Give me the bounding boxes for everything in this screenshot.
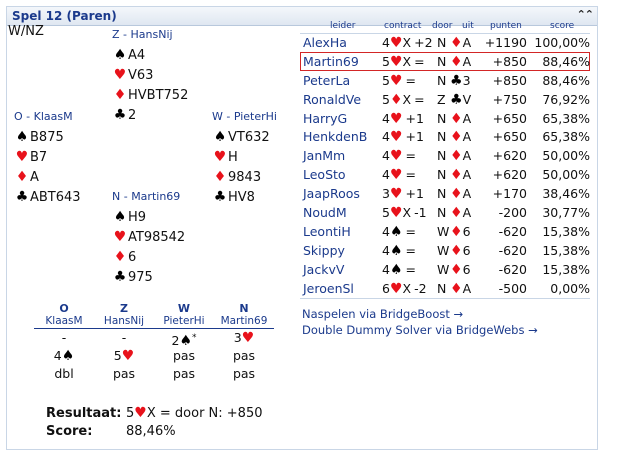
contract-level: 5 [382, 72, 390, 88]
bid-cell [154, 365, 214, 383]
points: -620 [498, 242, 527, 258]
contract-level: 5 [382, 205, 390, 221]
score-percent: 50,00% [542, 167, 590, 183]
diamond-icon: ♦ [450, 223, 463, 240]
player-name-link[interactable]: JanMm [303, 148, 346, 164]
points: +750 [492, 91, 527, 107]
hand-south [112, 190, 185, 287]
score-label: Score: [46, 424, 93, 439]
col-score: score [550, 21, 575, 31]
contract-result: -2 [414, 280, 427, 296]
diamond-icon: ♦ [450, 110, 463, 127]
score-row [300, 90, 590, 109]
contract-double: X [402, 91, 412, 107]
spade-icon: ♠ [113, 47, 127, 63]
bid-alert-note[interactable]: * [192, 333, 197, 343]
contract-result: = [405, 167, 416, 183]
bid-cell [34, 347, 94, 365]
lead-card: A [462, 186, 472, 202]
contract-result: +1 [405, 110, 424, 126]
bidding-seat-row [34, 302, 274, 315]
bid-text: pas [232, 348, 256, 363]
diamond-icon: ♦ [450, 129, 463, 146]
score-row [300, 241, 590, 260]
east-hearts: H [228, 150, 238, 165]
score-percent: 30,77% [542, 205, 590, 221]
heart-icon: ♥ [389, 186, 403, 203]
south-diamonds: 6 [128, 250, 137, 265]
west-spades: B875 [30, 130, 64, 145]
score-rows [300, 33, 590, 297]
lead-card: A [462, 35, 472, 50]
contract-level: 4 [382, 148, 390, 164]
contract [382, 52, 425, 72]
panel-title: Spel 12 (Paren) [12, 9, 117, 23]
double-dummy-link[interactable]: Double Dummy Solver via BridgeWebs → [302, 323, 538, 337]
score-row [300, 71, 590, 90]
west-clubs: ABT643 [30, 190, 81, 205]
bid-cell [94, 365, 154, 383]
south-hearts: AT98542 [128, 230, 186, 245]
player-name-link[interactable]: JackvV [303, 261, 345, 277]
diamond-icon: ♦ [450, 186, 463, 203]
club-icon: ♣ [213, 189, 227, 205]
score-row [300, 279, 590, 298]
declarer: Z [437, 91, 446, 107]
bidding-rows [34, 329, 274, 383]
scores-table [300, 20, 590, 297]
contract-double: X [402, 205, 412, 221]
bid-seat-w: W [177, 302, 191, 315]
diamond-icon: ♦ [15, 169, 29, 185]
club-icon: ♣ [15, 189, 29, 205]
player-name-link[interactable]: Skippy [303, 242, 345, 258]
player-name-link[interactable]: HenkdenB [303, 129, 368, 145]
heart-icon: ♥ [389, 110, 403, 127]
spade-icon: ♠ [15, 129, 29, 145]
contract-level: 5 [382, 53, 390, 69]
bidding-table [34, 302, 274, 383]
lead-card: A [462, 110, 472, 126]
contract-result: +1 [405, 129, 424, 145]
bridgeboost-link[interactable]: Naspelen via BridgeBoost → [302, 307, 464, 321]
result-block [46, 404, 263, 441]
bid-cell [154, 329, 214, 350]
bid-cell [34, 329, 94, 347]
hand-north-label: Z - HansNij [112, 28, 173, 41]
heart-icon: ♥ [241, 330, 255, 346]
player-name-link[interactable]: LeontiH [303, 223, 351, 239]
declarer: W [437, 223, 450, 239]
points: +850 [492, 72, 527, 88]
bid-cell [34, 365, 94, 383]
bid-player-w: PieterHi [154, 315, 214, 329]
north-diamonds: HVBT752 [128, 88, 189, 103]
scores-header [300, 20, 590, 33]
spade-icon: ♠ [389, 261, 403, 278]
lead-card: A [462, 205, 472, 221]
opening-lead [450, 127, 471, 147]
contract-level: 4 [382, 35, 390, 50]
bid-text: 5 [113, 348, 122, 363]
contract [382, 241, 416, 261]
score-row [300, 52, 590, 71]
declarer: N [437, 129, 447, 145]
heart-icon: ♥ [113, 67, 127, 83]
contract-level: 4 [382, 223, 390, 239]
contract-result: +1 [405, 186, 424, 202]
opening-lead [450, 109, 471, 129]
contract [382, 279, 427, 299]
player-name-link[interactable]: HarryG [303, 110, 348, 126]
score-row [300, 222, 590, 241]
contract-result: = [405, 242, 416, 258]
heart-icon: ♥ [389, 129, 403, 146]
contract-level: 4 [382, 242, 390, 258]
tool-links [302, 306, 538, 338]
player-name-link[interactable]: JaapRoos [303, 186, 360, 202]
diamond-icon: ♦ [213, 169, 227, 185]
bid-cell [94, 329, 154, 347]
opening-lead [450, 241, 471, 261]
contract [382, 90, 425, 110]
contract-double: X [402, 280, 412, 296]
scores-top-divider [300, 33, 590, 34]
resultaat-level: 5 [126, 406, 135, 421]
contract [382, 33, 433, 53]
opening-lead [450, 52, 471, 72]
bid-text: - [61, 330, 67, 345]
bid-cell [214, 365, 274, 383]
club-icon: ♣ [113, 107, 127, 123]
lead-card: A [462, 280, 472, 296]
contract [382, 203, 427, 223]
diamond-icon: ♦ [450, 148, 463, 165]
north-clubs: 2 [128, 108, 137, 123]
points: -620 [498, 223, 527, 239]
resultaat-label: Resultaat: [46, 406, 122, 421]
score-row [300, 184, 590, 203]
score-percent: 88,46% [542, 72, 590, 88]
contract-result: = [405, 223, 416, 239]
contract-result: +2 [414, 35, 433, 50]
heart-icon: ♥ [389, 35, 403, 51]
opening-lead [450, 165, 471, 185]
heart-icon: ♥ [121, 348, 135, 364]
player-name-link[interactable]: RonaldVe [303, 91, 362, 107]
score-percent: 88,46% [542, 53, 590, 69]
hand-south-label: N - Martin69 [112, 190, 181, 203]
bidding-player-row [34, 315, 274, 329]
bid-text: dbl [54, 366, 74, 381]
contract-level: 3 [382, 186, 390, 202]
spade-icon: ♠ [389, 223, 403, 240]
points: -200 [498, 205, 527, 221]
col-contract: contract [384, 21, 422, 31]
hand-east [212, 110, 277, 207]
spade-icon: ♠ [389, 242, 403, 259]
opening-lead [450, 184, 471, 204]
declarer: N [437, 186, 447, 202]
contract-level: 4 [382, 129, 390, 145]
diamond-icon: ♦ [450, 167, 463, 184]
lead-card: V [462, 91, 472, 107]
bid-row [34, 347, 274, 365]
score-percent: 38,46% [542, 186, 590, 202]
contract-result: = [405, 261, 416, 277]
diamond-icon: ♦ [450, 261, 463, 278]
contract-result: = [405, 148, 416, 164]
opening-lead [450, 90, 471, 110]
declarer: N [437, 205, 447, 221]
col-leider: leider [330, 21, 356, 31]
contract-level: 4 [382, 261, 390, 277]
hand-west [14, 110, 81, 207]
contract-double: X [402, 35, 412, 50]
bid-player-n: Martin69 [214, 315, 274, 329]
score-row [300, 127, 590, 146]
club-icon: ♣ [113, 269, 127, 285]
diamond-icon: ♦ [450, 205, 463, 222]
lead-card: A [462, 53, 472, 69]
bid-text: pas [232, 366, 256, 381]
contract [382, 71, 416, 91]
opening-lead [450, 260, 471, 280]
contract-level: 5 [382, 91, 390, 107]
declarer: N [437, 72, 447, 88]
west-hearts: B7 [30, 150, 48, 165]
club-icon: ♣ [450, 91, 463, 108]
heart-icon: ♥ [389, 53, 403, 70]
bid-cell [94, 347, 154, 365]
scores-bottom-divider [300, 298, 590, 299]
declarer: N [437, 53, 447, 69]
contract-level: 4 [382, 110, 390, 126]
score-row [300, 146, 590, 165]
hand-east-label: W - PieterHi [212, 110, 277, 123]
player-name-link[interactable]: PeterLa [303, 72, 351, 88]
heart-icon: ♥ [213, 149, 227, 165]
contract [382, 165, 416, 185]
bid-seat-z: Z [120, 302, 128, 315]
contract-result: = [414, 53, 425, 69]
lead-card: 6 [462, 242, 471, 258]
spade-icon: ♠ [213, 129, 227, 145]
player-name-link[interactable]: AlexHa [303, 35, 347, 50]
hand-north [112, 28, 188, 125]
east-spades: VT632 [228, 130, 270, 145]
heart-icon: ♥ [113, 229, 127, 245]
vulnerability: W/NZ [8, 24, 44, 39]
bid-seat-n: N [239, 302, 249, 315]
lead-card: A [462, 148, 472, 164]
score-percent: 76,92% [542, 91, 590, 107]
points: +170 [492, 186, 527, 202]
bid-player-z: HansNij [94, 315, 154, 329]
score-percent: 15,38% [542, 261, 590, 277]
opening-lead [450, 203, 471, 223]
points: +1190 [484, 35, 527, 50]
points: +620 [492, 167, 527, 183]
heart-icon: ♥ [389, 280, 403, 297]
north-spades: A4 [128, 48, 146, 63]
points: +650 [492, 110, 527, 126]
diamond-icon: ♦ [113, 87, 127, 103]
score-row [300, 109, 590, 128]
heart-icon: ♥ [389, 205, 403, 222]
score-percent: 0,00% [550, 280, 590, 296]
heart-icon: ♥ [134, 405, 147, 421]
col-uit: uit [462, 21, 474, 31]
bid-text: 2 [171, 333, 180, 349]
contract-result: = [405, 72, 416, 88]
diamond-icon: ♦ [450, 242, 463, 259]
col-door: door [432, 21, 453, 31]
contract-level: 6 [382, 280, 390, 296]
declarer: N [437, 167, 447, 183]
contract-result: -1 [414, 205, 427, 221]
spade-icon: ♠ [179, 333, 192, 350]
score-percent: 15,38% [542, 242, 590, 258]
lead-card: A [462, 129, 472, 145]
south-spades: H9 [128, 210, 147, 225]
player-name-link[interactable]: LeoSto [303, 167, 346, 183]
score-percent: 50,00% [542, 148, 590, 164]
contract [382, 184, 424, 204]
opening-lead [450, 146, 471, 166]
points: +620 [492, 148, 527, 164]
points: -500 [498, 280, 527, 296]
score-percent: 65,38% [542, 110, 590, 126]
opening-lead [450, 71, 471, 91]
opening-lead [450, 222, 471, 242]
bid-text: 4 [53, 348, 62, 363]
bid-cell [214, 347, 274, 365]
points: +850 [492, 53, 527, 69]
score-percent: 100,00% [534, 35, 590, 50]
contract-result: = [414, 91, 425, 107]
opening-lead [450, 279, 471, 299]
east-clubs: HV8 [228, 190, 255, 205]
declarer: N [437, 35, 447, 50]
double-chevron-up-icon[interactable]: ⌃⌃ [576, 8, 593, 21]
diamond-icon: ♦ [113, 249, 127, 265]
contract [382, 260, 416, 280]
col-punten: punten [490, 21, 522, 31]
bid-text: 3 [233, 330, 242, 345]
contract-double: X [402, 53, 412, 69]
declarer: W [437, 242, 450, 258]
bid-row [34, 329, 274, 350]
bid-text: pas [172, 366, 196, 381]
heart-icon: ♥ [389, 72, 403, 89]
result-line [46, 404, 263, 423]
east-diamonds: 9843 [228, 170, 262, 185]
spade-icon: ♠ [113, 209, 127, 225]
bid-row [34, 365, 274, 383]
opening-lead [450, 33, 471, 53]
spade-icon: ♠ [61, 348, 75, 364]
lead-card: 6 [462, 261, 471, 277]
score-row [300, 33, 590, 52]
lead-card: 3 [462, 72, 471, 88]
contract [382, 146, 416, 166]
west-diamonds: A [30, 170, 39, 185]
hand-west-label: O - KlaasM [14, 110, 73, 123]
bid-text: pas [172, 348, 196, 363]
club-icon: ♣ [450, 72, 463, 89]
points: +650 [492, 129, 527, 145]
bid-player-o: KlaasM [34, 315, 94, 329]
resultaat-value: X = door N: +850 [146, 406, 263, 421]
score-percent: 65,38% [542, 129, 590, 145]
contract [382, 109, 424, 129]
player-name-link[interactable]: JeroenSl [303, 280, 354, 296]
heart-icon: ♥ [389, 148, 403, 165]
bid-seat-o: O [59, 302, 69, 315]
score-line [46, 423, 263, 441]
declarer: W [437, 261, 450, 277]
south-clubs: 975 [128, 270, 153, 285]
lead-card: 6 [462, 223, 471, 239]
bid-cell [154, 347, 214, 365]
diamond-icon: ♦ [450, 53, 463, 70]
score-row [300, 260, 590, 279]
declarer: N [437, 110, 447, 126]
contract [382, 127, 424, 147]
north-hearts: V63 [128, 68, 154, 83]
diamond-icon: ♦ [450, 280, 463, 297]
score-percent: 15,38% [542, 223, 590, 239]
contract-level: 4 [382, 167, 390, 183]
contract [382, 222, 416, 242]
score-row [300, 203, 590, 222]
declarer: N [437, 148, 447, 164]
bid-text: pas [112, 366, 136, 381]
player-name-link[interactable]: Martin69 [303, 53, 359, 69]
diamond-icon: ♦ [450, 35, 463, 51]
points: -620 [498, 261, 527, 277]
bid-text: - [121, 330, 127, 345]
diamond-icon: ♦ [389, 91, 403, 108]
player-name-link[interactable]: NoudM [303, 205, 347, 221]
score-row [300, 165, 590, 184]
declarer: N [437, 280, 447, 296]
heart-icon: ♥ [389, 167, 403, 184]
score-value: 88,46% [126, 424, 176, 439]
lead-card: A [462, 167, 472, 183]
heart-icon: ♥ [15, 149, 29, 165]
bid-cell [214, 329, 274, 347]
